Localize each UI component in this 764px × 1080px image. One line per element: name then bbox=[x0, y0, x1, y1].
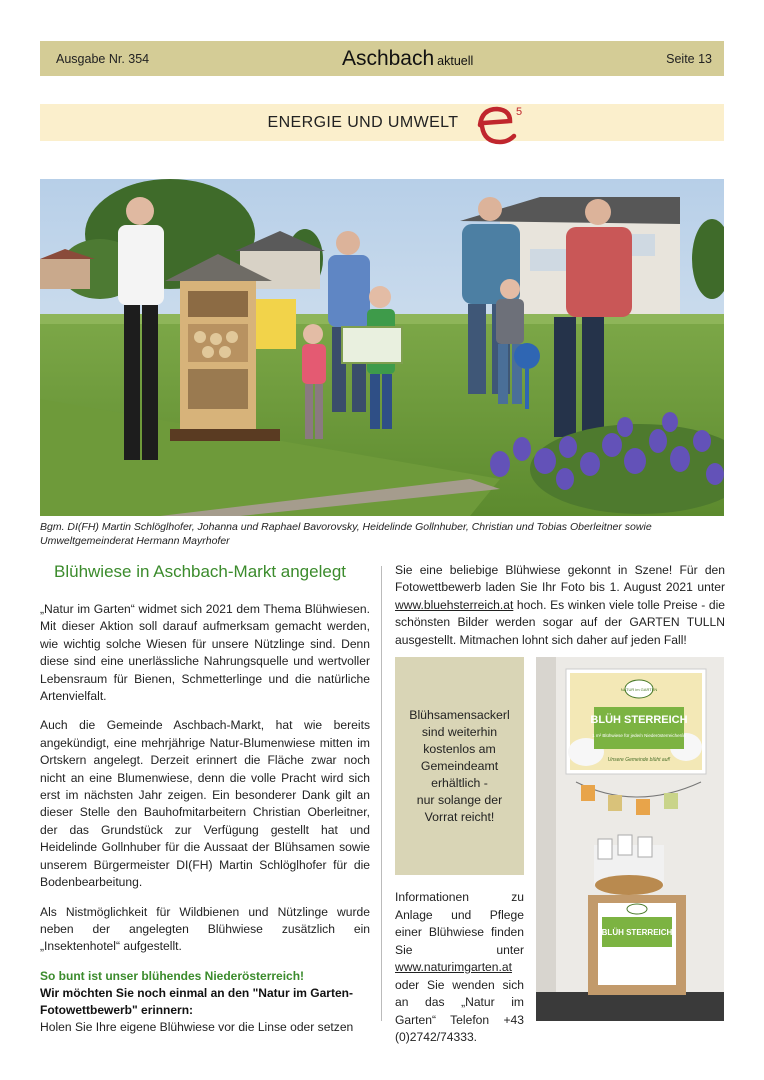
article-paragraph-5-end: hoch. Es winken viele tolle Preise - die schönsten Bilder werden sogar auf der GARTEN TULLN ausgestellt. Mitmachen lohnt sich daher auf jeden Fall! bbox=[395, 597, 725, 647]
section-title: ENERGIE UND UMWELT bbox=[267, 113, 459, 131]
poster-illustration bbox=[536, 657, 724, 1021]
article-left-column bbox=[40, 562, 370, 1036]
note-line: sind weiterhin bbox=[421, 724, 498, 739]
article-paragraph-4: Holen Sie Ihre eigene Blühwiese vor die Linse oder setzen bbox=[40, 1019, 354, 1034]
note-line: Vorrat reicht! bbox=[424, 809, 495, 824]
article-right-column bbox=[395, 562, 725, 649]
photo-caption: Bgm. DI(FH) Martin Schlöglhofer, Johanna und Raphael Bavorovsky, Heidelinde Gollnhuber, Christian und Tobias Oberleitner sowie Umweltgemeinderat Hermann Mayrhofer bbox=[40, 521, 652, 547]
e5-logo-icon bbox=[470, 102, 526, 146]
svg-text:BLÜH STERREICH: BLÜH STERREICH bbox=[590, 714, 688, 726]
article-subheading-green: So bunt ist unser blühendes Niederösterreich! bbox=[40, 968, 305, 983]
page-header bbox=[40, 41, 724, 76]
svg-text:BLÜH STERREICH: BLÜH STERREICH bbox=[601, 928, 673, 937]
event-photo-illustration bbox=[40, 179, 724, 516]
note-line: nur solange der bbox=[416, 792, 503, 807]
article-paragraph-2: Auch die Gemeinde Aschbach-Markt, hat wie bereits angekündigt, eine mehrjährige Natur-Blumenwiese mitten im Ortskern angelegt. Derzeit erinnert die Fläche zwar noch nicht an eine Blumenwiese, denn die volle Pracht wird sich erst im nächsten Jahr zeigen. Ein besonderer Dank gilt an dieser Stelle den Bauhofmitarbeitern Christian Oberleitner, der das Grundstück zur Verfügung gestellt hat und Heidelinde Gollnhuber für die Aussaat der Blühsamen sowie unserem Bürgermeister DI(FH) Martin Schlöglhofer für die Bodenbearbeitung. bbox=[40, 718, 370, 890]
page-number: Seite 13 bbox=[666, 51, 712, 66]
column-divider bbox=[381, 566, 382, 1021]
info-paragraph bbox=[395, 889, 524, 1047]
svg-text:NATUR im GARTEN: NATUR im GARTEN bbox=[620, 687, 658, 692]
info-text-end: oder Sie wenden sich an das „Natur im Garten“ Telefon +43 (0)2742/74333. bbox=[395, 977, 524, 1044]
article-subheading-bold: Wir möchten Sie noch einmal an den "Natur im Garten-Fotowettbewerb" erinnern: bbox=[40, 985, 353, 1017]
event-photo bbox=[40, 179, 724, 516]
note-line: Gemeindeamt bbox=[420, 758, 499, 773]
issue-number: Ausgabe Nr. 354 bbox=[56, 51, 150, 66]
note-line: Blühsamensackerl bbox=[409, 707, 510, 722]
article-paragraph-1: „Natur im Garten“ widmet sich 2021 dem Thema Blühwiesen. Mit dieser Aktion soll darauf aufmerksam gemacht werden, wie wichtig solche Wiesen für unsere Nützlinge sind. Denn diese sind eine unerlässliche Nahrungsquelle und wertvoller Lebensraum für Bienen, Schmetterlinge und die natürliche Artenvielfalt. bbox=[40, 602, 370, 704]
seed-bag-note-box bbox=[395, 657, 524, 875]
note-box-text bbox=[409, 707, 509, 826]
article-paragraph-3: Als Nistmöglichkeit für Wildbienen und Nützlinge wurde neben der angelegten Blühwiese zusätzlich ein „Insektenhotel“ aufgestellt. bbox=[40, 904, 370, 954]
bluehsterreich-poster-photo bbox=[536, 657, 724, 1021]
naturimgarten-link[interactable]: www.naturimgarten.at bbox=[395, 960, 512, 974]
bluehsterreich-link[interactable]: www.bluehsterreich.at bbox=[395, 597, 514, 612]
article-paragraph-5 bbox=[395, 562, 725, 649]
note-line: erhältlich - bbox=[431, 775, 488, 790]
svg-text:1 m² Blühwiese für jede/n Nied: 1 m² Blühwiese für jede/n Niederösterreicher/in bbox=[592, 733, 686, 738]
newspaper-title bbox=[342, 47, 473, 71]
newspaper-title-suffix: aktuell bbox=[437, 53, 474, 68]
info-text-start: Informationen zu Anlage und Pflege einer Blühwiese finden Sie unter bbox=[395, 890, 524, 957]
svg-text:Unsere Gemeinde blüht auf!: Unsere Gemeinde blüht auf! bbox=[607, 757, 671, 763]
newspaper-title-main: Aschbach bbox=[341, 46, 435, 70]
note-line: kostenlos am bbox=[423, 741, 496, 756]
article-paragraph-5-start: Sie eine beliebige Blühwiese gekonnt in Szene! Für den Fotowettbewerb laden Sie Ihr Foto bis 1. August 2021 unter bbox=[395, 563, 725, 595]
svg-text:5: 5 bbox=[516, 105, 523, 118]
article-title: Blühwiese in Aschbach-Markt angelegt bbox=[54, 562, 346, 581]
section-band bbox=[40, 104, 724, 141]
